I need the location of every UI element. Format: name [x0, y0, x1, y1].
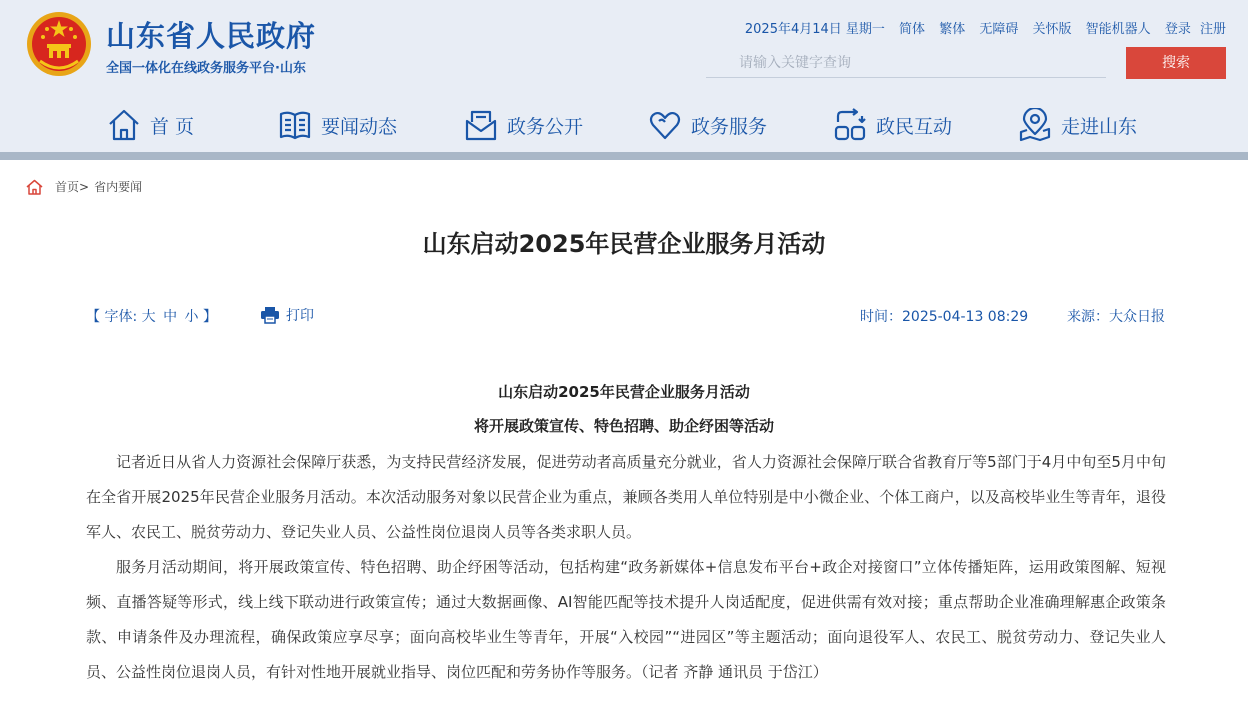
- home-icon[interactable]: [26, 179, 43, 195]
- national-emblem-icon: [26, 11, 92, 77]
- heart-icon: [648, 108, 682, 142]
- font-size-medium[interactable]: 中: [163, 309, 178, 325]
- breadcrumb: [26, 178, 142, 195]
- breadcrumb-current[interactable]: 省内要闻: [94, 180, 143, 194]
- search-input[interactable]: [706, 48, 1106, 78]
- site-header: [0, 0, 1248, 152]
- article-paragraph: 服务月活动期间，将开展政策宣传、特色招聘、助企纾困等活动，包括构建“政务新媒体+信息发布平台+政企对接窗口”立体传播矩阵，运用政策图解、短视频、直播答疑等形式，线上线下联动进行政策宣传；通过大数据画像、AI智能匹配等技术提升人岗适配度，促进供需有效对接；重点帮助企业准确理解惠企政策条款、申请条件及办理流程，确保政策应享尽享；面向高校毕业生等青年，开展“入校园”“进园区”等主题活动；面向退役军人、农民工、脱贫劳动力、登记失业人员、公益性岗位退岗人员，有针对性地开展就业指导、岗位匹配和劳务协作等服务。（记者 齐静 通讯员 于岱江）: [86, 558, 1166, 681]
- article-subheading-main: 山东启动2025年民营企业服务月活动: [498, 383, 750, 401]
- nav-label-home: 首 页: [150, 115, 195, 138]
- print-label: 打印: [286, 308, 314, 324]
- nav-item-gov-affairs[interactable]: [464, 100, 583, 150]
- article-subheading-secondary: 将开展政策宣传、特色招聘、助企纾困等活动: [473, 417, 774, 435]
- link-register[interactable]: 注册: [1199, 22, 1226, 37]
- font-size-small[interactable]: 小: [184, 309, 199, 325]
- site-subtitle[interactable]: 全国一体化在线政务服务平台·山东: [106, 61, 306, 76]
- location-pin-icon: [1018, 108, 1052, 142]
- printer-icon: [260, 306, 280, 324]
- link-login[interactable]: 登录: [1164, 22, 1191, 37]
- publish-time: 时间：2025-04-13 08:29: [860, 309, 1029, 325]
- link-traditional[interactable]: 繁体: [939, 22, 966, 37]
- nav-item-home[interactable]: [107, 100, 194, 150]
- top-links: [735, 18, 1226, 37]
- nav-item-interaction[interactable]: [833, 100, 952, 150]
- header-divider-bar: [0, 152, 1248, 160]
- mail-document-icon: [464, 108, 498, 142]
- font-size-control: [86, 306, 217, 326]
- nav-item-shandong[interactable]: [1018, 100, 1137, 150]
- link-accessibility[interactable]: 无障碍: [979, 22, 1019, 37]
- nav-label-news: 要闻动态: [321, 115, 398, 138]
- article-body: [86, 445, 1166, 690]
- font-size-prefix: 【 字体:: [86, 309, 142, 325]
- nav-item-gov-services[interactable]: [648, 100, 767, 150]
- font-size-suffix: 】: [202, 309, 217, 325]
- link-care-version[interactable]: 关怀版: [1032, 22, 1072, 37]
- nav-item-news[interactable]: [278, 100, 397, 150]
- nav-label-interaction: 政民互动: [876, 115, 953, 138]
- home-icon: [107, 108, 141, 142]
- article-title: 山东启动2025年民营企业服务月活动: [422, 230, 826, 258]
- nav-label-shandong: 走进山东: [1061, 115, 1138, 138]
- nav-label-gov-services: 政务服务: [691, 115, 768, 138]
- breadcrumb-home[interactable]: 首页>: [55, 180, 90, 194]
- book-icon: [278, 108, 312, 142]
- print-button[interactable]: [260, 305, 314, 325]
- interaction-icon: [833, 108, 867, 142]
- nav-label-gov-affairs: 政务公开: [507, 115, 584, 138]
- font-size-large[interactable]: 大: [141, 309, 156, 325]
- link-simplified[interactable]: 简体: [899, 22, 926, 37]
- article-source: 来源：大众日报: [1067, 309, 1165, 325]
- search-button[interactable]: 搜索: [1126, 47, 1226, 79]
- main-nav: [0, 100, 1248, 152]
- article-paragraph: 记者近日从省人力资源社会保障厅获悉，为支持民营经济发展，促进劳动者高质量充分就业，省人力资源社会保障厅联合省教育厅等5部门于4月中旬至5月中旬在全省开展2025年民营企业服务月活动。本次活动服务对象以民营企业为重点，兼顾各类用人单位特别是中小微企业、个体工商户，以及高校毕业生等青年，退役军人、农民工、脱贫劳动力、登记失业人员、公益性岗位退岗人员等各类求职人员。: [86, 453, 1166, 541]
- current-date: 2025年4月14日 星期一: [744, 22, 885, 37]
- link-smart-robot[interactable]: 智能机器人: [1085, 22, 1151, 37]
- site-title[interactable]: 山东省人民政府: [106, 19, 317, 53]
